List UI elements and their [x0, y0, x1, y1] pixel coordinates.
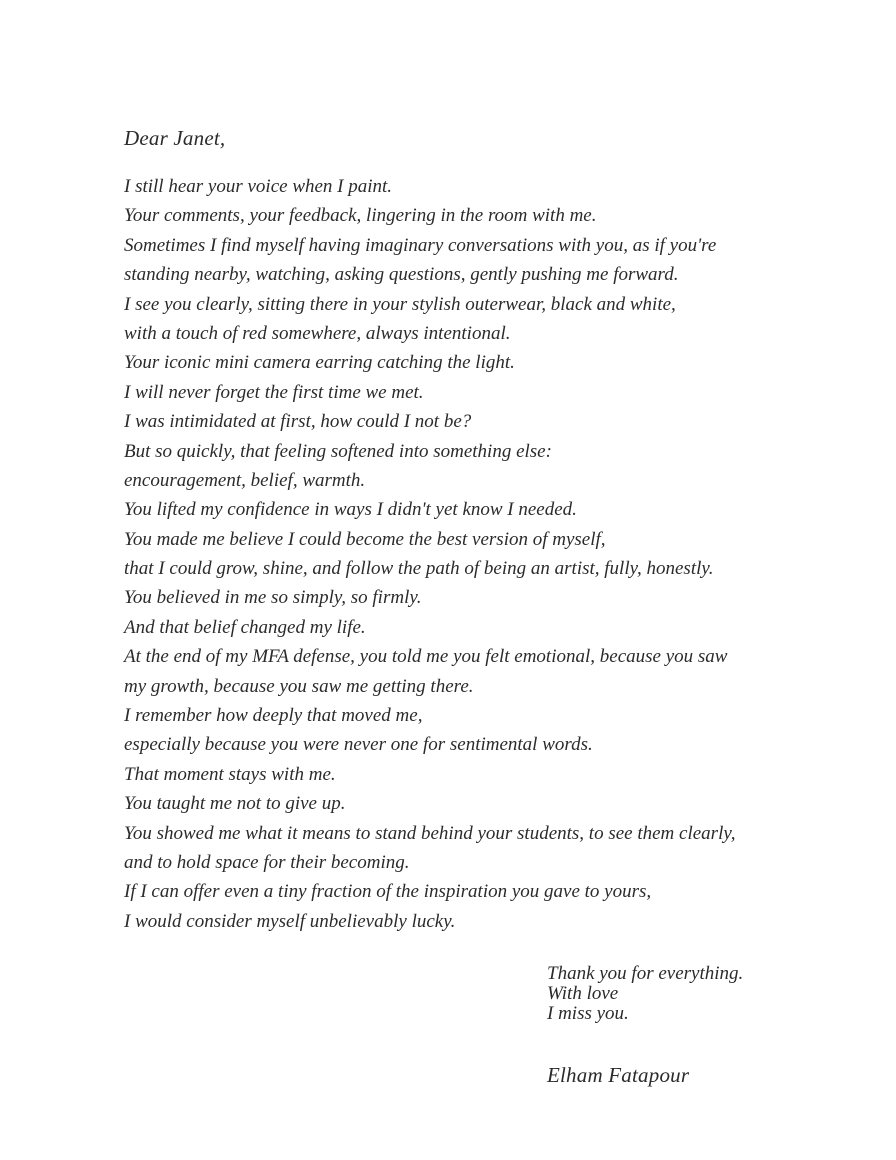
- letter-salutation: Dear Janet,: [124, 126, 226, 150]
- body-line: But so quickly, that feeling softened into something else:: [124, 440, 552, 462]
- body-line: standing nearby, watching, asking questions, gently pushing me forward.: [124, 264, 679, 286]
- body-line: If I can offer even a tiny fraction of the inspiration you gave to yours,: [124, 881, 652, 903]
- body-line: That moment stays with me.: [124, 763, 336, 785]
- body-line: You taught me not to give up.: [124, 793, 346, 815]
- closing-line: I miss you.: [547, 1003, 629, 1024]
- body-line: that I could grow, shine, and follow the path of being an artist, fully, honestly.: [124, 558, 714, 580]
- body-line: I see you clearly, sitting there in your stylish outerwear, black and white,: [124, 293, 676, 315]
- body-line: with a touch of red somewhere, always intentional.: [124, 322, 511, 344]
- body-line: You lifted my confidence in ways I didn't yet know I needed.: [124, 499, 577, 521]
- body-line: You made me believe I could become the best version of myself,: [124, 528, 606, 550]
- body-line: Your comments, your feedback, lingering in the room with me.: [124, 205, 597, 227]
- body-line: You believed in me so simply, so firmly.: [124, 587, 422, 609]
- body-line: encouragement, belief, warmth.: [124, 469, 366, 491]
- body-line: I still hear your voice when I paint.: [124, 176, 393, 197]
- body-line: my growth, because you saw me getting there.: [124, 675, 474, 697]
- letter-body: [124, 172, 784, 936]
- body-line: I was intimidated at first, how could I not be?: [124, 411, 472, 433]
- body-line: Your iconic mini camera earring catching the light.: [124, 352, 515, 374]
- body-line: And that belief changed my life.: [124, 616, 366, 638]
- closing-line: With love: [547, 983, 619, 1004]
- letter-signature: Elham Fatapour: [547, 1063, 690, 1087]
- body-line: I would consider myself unbelievably lucky.: [124, 910, 456, 932]
- body-line: especially because you were never one for sentimental words.: [124, 734, 593, 756]
- body-line: Sometimes I find myself having imaginary conversations with you, as if you're: [124, 234, 717, 256]
- closing-line: Thank you for everything.: [547, 963, 744, 984]
- body-line: You showed me what it means to stand behind your students, to see them clearly,: [124, 822, 736, 844]
- body-line: At the end of my MFA defense, you told me you felt emotional, because you saw: [124, 646, 728, 668]
- body-line: and to hold space for their becoming.: [124, 851, 410, 873]
- body-line: I will never forget the first time we met.: [124, 381, 424, 403]
- body-line: I remember how deeply that moved me,: [124, 705, 423, 727]
- letter-closing: [547, 964, 743, 1024]
